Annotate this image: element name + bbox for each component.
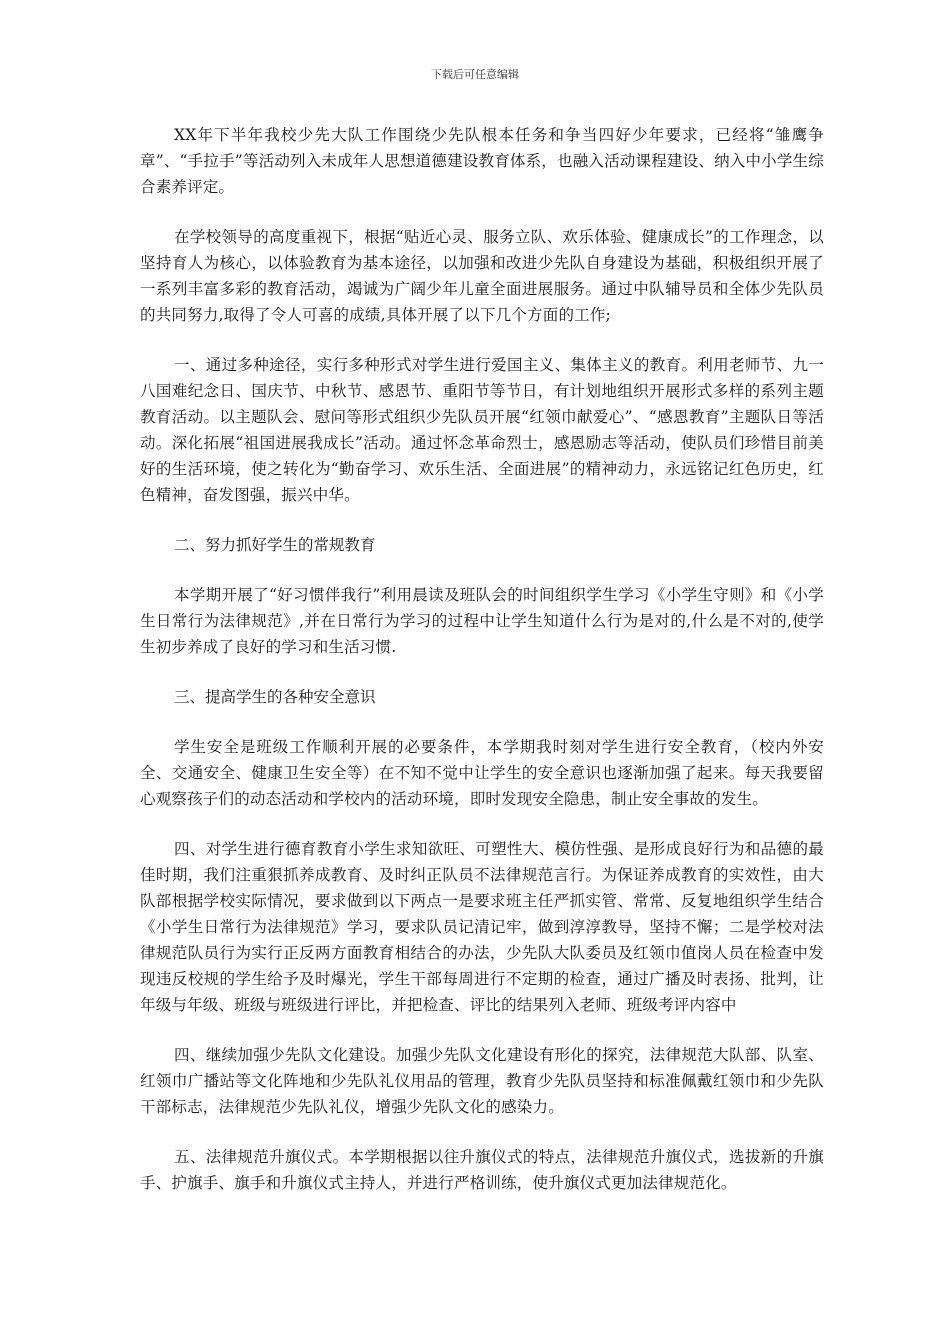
paragraph-overview: 在学校领导的高度重视下，根据“贴近心灵、服务立队、欢乐体验、健康成长”的工作理念，以坚持育人为核心，以体验教育为基本途径，以加强和改进少先队自身建设为基础，积极组织开展了一系列丰富多彩的教育活动，竭诚为广阔少年儿童全面进展服务。通过中队辅导员和全体少先队员的共同努力,取得了令人可喜的成绩,具体开展了以下几个方面的工作; [140, 228, 824, 324]
paragraph-section-5: 五、法律规范升旗仪式。本学期根据以往升旗仪式的特点，法律规范升旗仪式，选拔新的升旗手、护旗手、旗手和升旗仪式主持人，并进行严格训练，使升旗仪式更加法律规范化。 [140, 1148, 824, 1192]
heading-section-3: 三、提高学生的各种安全意识 [174, 688, 376, 706]
paragraph-section-4-culture: 四、继续加强少先队文化建设。加强少先队文化建设有形化的探究，法律规范大队部、队室、红领巾广播站等文化阵地和少先队礼仪用品的管理，教育少先队员坚持和标准佩戴红领巾和少先队干部标志，法律规范少先队礼仪，增强少先队文化的感染力。 [140, 1046, 824, 1116]
paragraph-intro: XX年下半年我校少先大队工作围绕少先队根本任务和争当四好少年要求，已经将“雏鹰争章”、“手拉手”等活动列入未成年人思想道德建设教育体系，也融入活动课程建设、纳入中小学生综合素养评定。 [140, 126, 824, 196]
paragraph-section-1: 一、通过多种途径，实行多种形式对学生进行爱国主义、集体主义的教育。利用老师节、九一八国难纪念日、国庆节、中秋节、感恩节、重阳节等节日，有计划地组织开展形式多样的系列主题教育活动。以主题队会、慰问等形式组织少先队员开展“红领巾献爱心”、“感恩教育”主题队日等活动。深化拓展“祖国进展我成长”活动。通过怀念革命烈士，感恩励志等活动，使队员们珍惜目前美好的生活环境，使之转化为“勤奋学习、欢乐生活、全面进展”的精神动力，永远铭记红色历史，红色精神，奋发图强，振兴中华。 [140, 356, 824, 504]
heading-section-2: 二、努力抓好学生的常规教育 [174, 536, 376, 554]
page-header: 下载后可任意编辑 [431, 68, 519, 81]
paragraph-section-3: 学生安全是班级工作顺利开展的必要条件，本学期我时刻对学生进行安全教育，（校内外安全、交通安全、健康卫生安全等）在不知不觉中让学生的安全意识也逐渐加强了起来。每天我要留心观察孩子们的动态活动和学校内的活动环境，即时发现安全隐患，制止安全事故的发生。 [140, 738, 824, 808]
paragraph-section-4-moral: 四、对学生进行德育教育小学生求知欲旺、可塑性大、模仿性强、是形成良好行为和品德的最佳时期，我们注重狠抓养成教育、及时纠正队员不法律规范言行。为保证养成教育的实效性，由大队部根据学校实际情况，要求做到以下两点一是要求班主任严抓实管、常常、反复地组织学生结合《小学生日常行为法律规范》学习，要求队员记清记牢，做到淳淳教导，坚持不懈；二是学校对法律规范队员行为实行正反两方面教育相结合的办法，少先队大队委员及红领巾值岗人员在检查中发现违反校规的学生给予及时爆光，学生干部每周进行不定期的检查，通过广播及时表扬、批判，让年级与年级、班级与班级进行评比，并把检查、评比的结果列入老师、班级考评内容中 [140, 840, 824, 1014]
paragraph-section-2: 本学期开展了“好习惯伴我行”利用晨读及班队会的时间组织学生学习《小学生守则》和《小学生日常行为法律规范》,并在日常行为学习的过程中让学生知道什么行为是对的,什么是不对的,使学生初步养成了良好的学习和生活习惯. [140, 586, 824, 656]
document-body [140, 122, 824, 1220]
